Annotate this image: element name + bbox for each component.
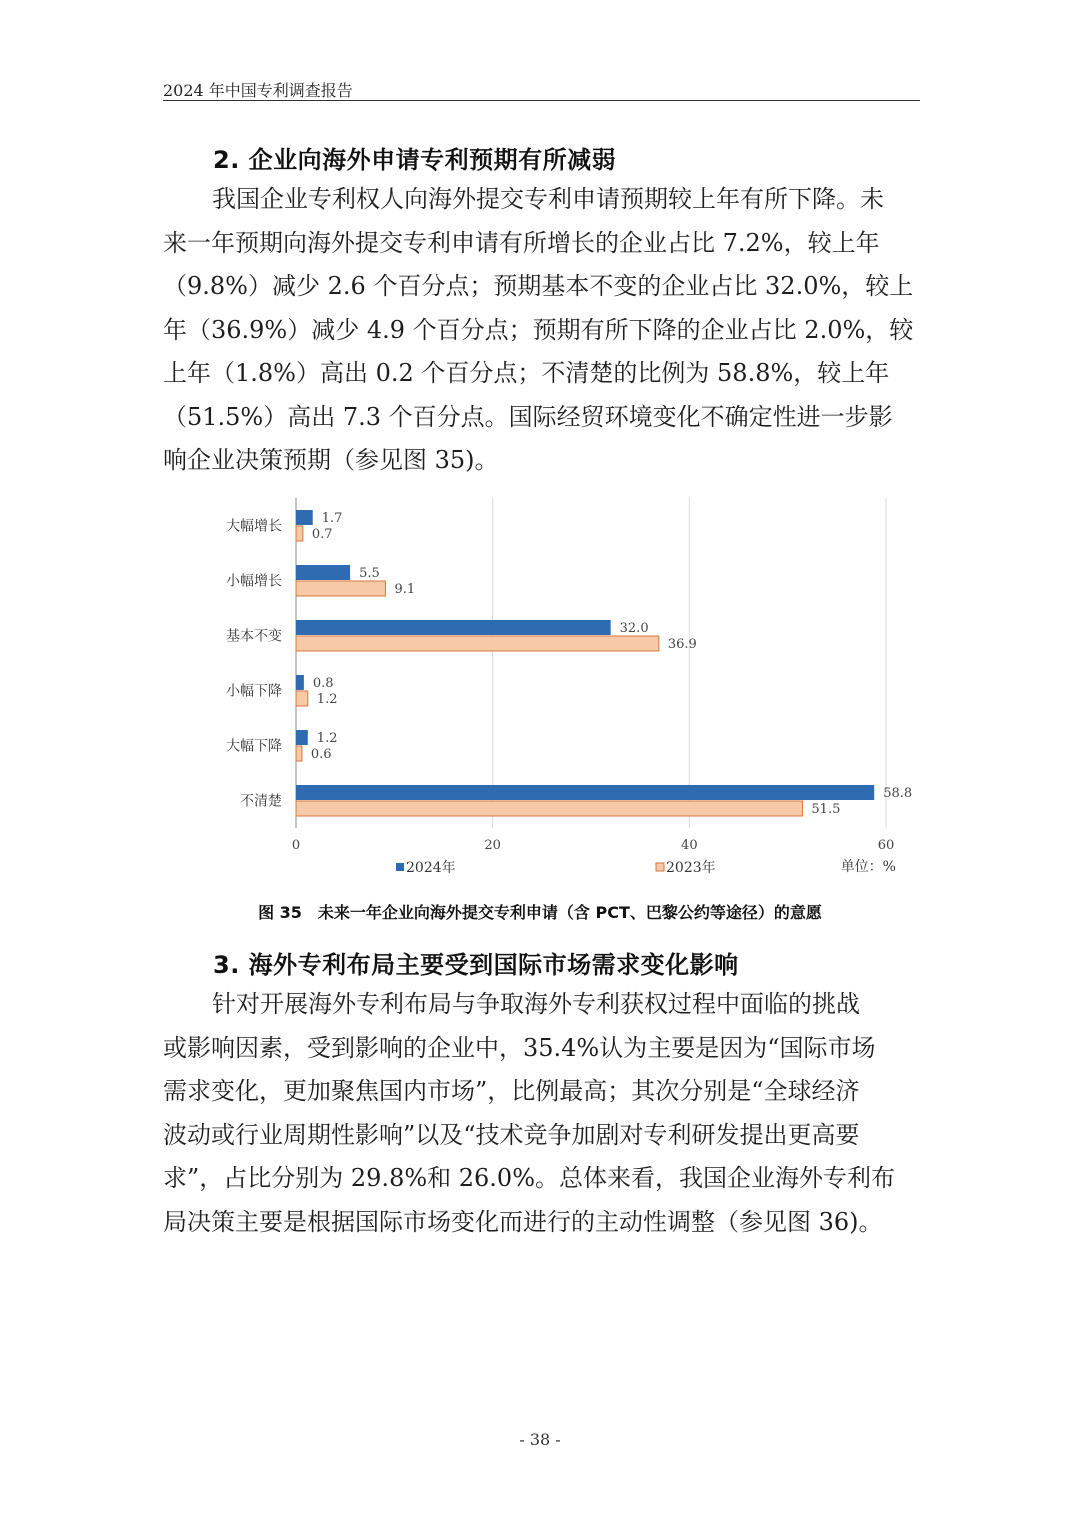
category-label: 基本不变 (226, 628, 282, 645)
data-label: 0.7 (311, 527, 333, 542)
data-label: 9.1 (394, 582, 416, 597)
bar-2024 (296, 785, 874, 800)
paragraph-line: 年（36.9%）减少 4.9 个百分点；预期有所下降的企业占比 2.0%，较 (163, 315, 914, 344)
section-2-heading: 2. 企业向海外申请专利预期有所减弱 (213, 146, 617, 174)
paragraph-line: （51.5%）高出 7.3 个百分点。国际经贸环境变化不确定性进一步影 (163, 402, 893, 431)
paragraph-line: 上年（1.8%）高出 0.2 个百分点；不清楚的比例为 58.8%，较上年 (163, 359, 890, 387)
section-3-heading: 3. 海外专利布局主要受到国际市场需求变化影响 (213, 951, 739, 979)
bar-2024 (296, 730, 308, 745)
bar-2023 (296, 691, 308, 706)
paragraph-line: 需求变化，更加聚焦国内市场”，比例最高；其次分别是“全球经济 (163, 1077, 860, 1105)
legend-label: 2023年 (666, 860, 716, 876)
data-label: 58.8 (883, 786, 913, 801)
legend-label: 2024年 (406, 860, 456, 876)
data-label: 1.7 (321, 511, 343, 526)
x-tick-label: 40 (681, 838, 698, 853)
figure-35-chart (160, 490, 920, 890)
running-header-title: 2024 年中国专利调查报告 (163, 81, 353, 100)
header-rule (163, 100, 920, 101)
data-label: 36.9 (667, 637, 697, 652)
category-label: 大幅下降 (226, 738, 282, 755)
bar-2023 (296, 746, 302, 761)
bar-2023 (296, 526, 303, 541)
data-label: 5.5 (359, 566, 380, 581)
category-label: 小幅增长 (226, 573, 282, 590)
section-3-paragraph (163, 983, 920, 1244)
paragraph-line: 我国企业专利权人向海外提交专利申请预期较上年有所下降。未 (212, 185, 884, 213)
data-label: 0.6 (310, 747, 332, 762)
x-tick-label: 60 (877, 838, 895, 853)
bar-chart (160, 490, 920, 890)
data-label: 32.0 (619, 621, 649, 636)
legend-swatch (396, 863, 404, 871)
data-label: 51.5 (811, 802, 841, 817)
paragraph-line: 针对开展海外专利布局与争取海外专利获权过程中面临的挑战 (212, 990, 860, 1018)
data-label: 1.2 (316, 692, 338, 707)
x-tick-label: 0 (291, 838, 301, 853)
section-2-paragraph (163, 178, 920, 483)
bar-2023 (296, 636, 659, 651)
paragraph-line: （9.8%）减少 2.6 个百分点；预期基本不变的企业占比 32.0%，较上 (163, 272, 914, 300)
category-label: 不清楚 (240, 793, 282, 810)
data-label: 1.2 (316, 731, 338, 746)
paragraph-line: 响企业决策预期（参见图 35)。 (163, 446, 499, 474)
paragraph-line: 局决策主要是根据国际市场变化而进行的主动性调整（参见图 36)。 (163, 1207, 883, 1236)
paragraph-line: 或影响因素，受到影响的企业中，35.4%认为主要是因为“国际市场 (163, 1033, 876, 1062)
paragraph-line: 波动或行业周期性影响”以及“技术竞争加剧对专利研发提出更高要 (163, 1120, 860, 1149)
x-tick-label: 20 (484, 838, 501, 853)
bar-2024 (296, 620, 611, 635)
paragraph-line: 求”，占比分别为 29.8%和 26.0%。总体来看，我国企业海外专利布 (163, 1164, 896, 1192)
category-label: 大幅增长 (226, 518, 282, 535)
figure-caption: 图 35 未来一年企业向海外提交专利申请（含 PCT、巴黎公约等途径）的意愿 (258, 903, 822, 922)
paragraph-line: 来一年预期向海外提交专利申请有所增长的企业占比 7.2%，较上年 (163, 228, 880, 257)
bar-2024 (296, 510, 313, 525)
category-label: 小幅下降 (226, 683, 282, 700)
page-number: - 38 - (519, 1430, 561, 1449)
bar-2023 (296, 581, 385, 596)
bar-2024 (296, 565, 350, 580)
bar-2024 (296, 675, 304, 690)
bar-2023 (296, 801, 802, 816)
data-label: 0.8 (312, 676, 334, 691)
legend-swatch (656, 863, 664, 871)
unit-note: 单位：% (840, 859, 896, 875)
